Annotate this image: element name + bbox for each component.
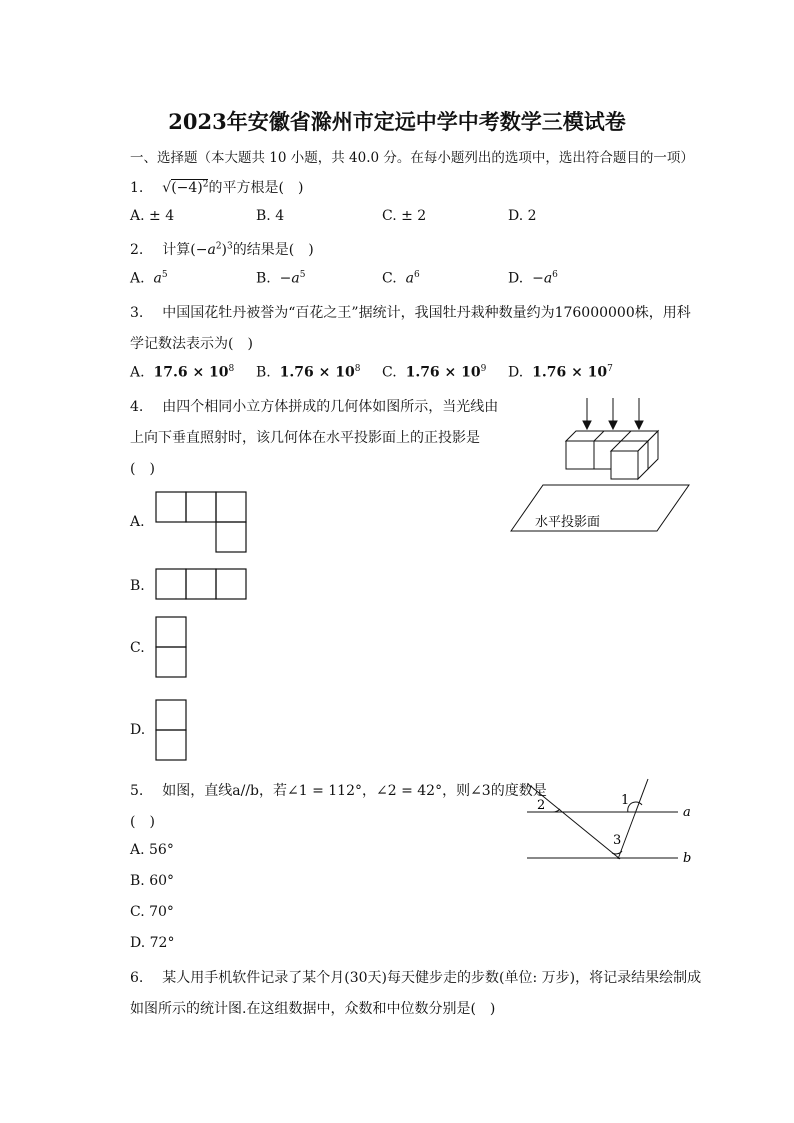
transversal-2 <box>618 779 648 859</box>
parallel-lines-figure <box>520 775 700 870</box>
question-6 <box>130 967 701 987</box>
option-label: A. <box>130 270 145 287</box>
option-exponent: 5 <box>161 270 168 280</box>
exponent: 2 <box>202 179 209 190</box>
q2-option-c[interactable] <box>382 270 420 287</box>
question-5-line2: ( ) <box>130 814 155 830</box>
q4-option-a-label[interactable]: A. <box>130 514 145 530</box>
angle-1-label: 1 <box>621 793 630 808</box>
q4-option-c-figure[interactable] <box>155 616 190 681</box>
option-exponent: 8 <box>354 364 361 374</box>
q2-option-d[interactable] <box>508 270 558 287</box>
q1-option-b[interactable]: B. 4 <box>256 208 285 224</box>
q4-option-b-label[interactable]: B. <box>130 578 145 594</box>
option-exponent: 7 <box>607 364 613 374</box>
option-label: C. <box>382 364 397 381</box>
option-label: D. <box>508 270 524 287</box>
question-text: 中国国花牡丹被誉为“百花之王”据统计，我国牡丹栽种数量约为176000000株，用科 <box>162 305 691 321</box>
option-value: 1.76 × 10 <box>405 364 481 381</box>
q5-option-c[interactable]: C. 70° <box>130 904 174 920</box>
question-text: 由四个相同小立方体拼成的几何体如图所示，当光线由 <box>162 399 499 415</box>
arrow-head-icon <box>583 421 591 429</box>
option-value: 1.76 × 10 <box>532 364 608 381</box>
expression-base: −a <box>195 242 216 258</box>
question-number: 1. <box>130 180 144 196</box>
question-text: 如图，直线a//b，若∠1 = 112°，∠2 = 42°，则∠3的度数是 <box>162 783 547 799</box>
option-value: −a <box>532 270 553 287</box>
option-label: B. <box>256 270 271 287</box>
cube-figure <box>505 395 695 535</box>
radicand: (−4) <box>171 180 203 196</box>
question-text: 某人用手机软件记录了某个月(30天)每天健步走的步数(单位: 万步)，将记录结果绘制成 <box>162 970 702 986</box>
q3-option-b[interactable] <box>256 364 360 381</box>
q1-option-c[interactable]: C. ± 2 <box>382 208 427 224</box>
transversal-1 <box>528 784 620 859</box>
option-value: a <box>153 270 162 287</box>
option-label: D. <box>508 364 524 381</box>
q2-option-a[interactable] <box>130 270 168 287</box>
sqrt-icon: √ <box>162 180 172 196</box>
option-exponent: 6 <box>552 270 558 280</box>
q3-option-d[interactable] <box>508 364 613 381</box>
angle-1-arc <box>628 802 642 812</box>
question-number: 5. <box>130 783 144 799</box>
option-label: A. <box>130 364 145 381</box>
plane-label: 水平投影面 <box>535 515 601 530</box>
question-4-line2: 上向下垂直照射时，该几何体在水平投影面上的正投影是 <box>130 430 480 446</box>
option-label: B. <box>256 364 271 381</box>
option-exponent: 9 <box>480 364 487 374</box>
outer-exponent: 3 <box>227 241 233 252</box>
q4-option-a-figure[interactable] <box>155 491 250 556</box>
question-number: 4. <box>130 399 144 415</box>
question-4 <box>130 396 498 416</box>
question-text-pre: 计算( <box>162 242 196 258</box>
question-4-line3: ( ) <box>130 461 155 477</box>
question-text: 的结果是( ) <box>232 242 314 258</box>
question-5 <box>130 780 547 800</box>
option-exponent: 6 <box>413 270 420 280</box>
q5-option-b[interactable]: B. 60° <box>130 873 175 889</box>
arrow-head-icon <box>635 421 643 429</box>
option-value: a <box>405 270 414 287</box>
q1-option-d[interactable]: D. 2 <box>508 208 537 224</box>
option-value: 17.6 × 10 <box>153 364 229 381</box>
close-paren: ) <box>221 242 228 258</box>
q4-option-b-figure[interactable] <box>155 568 250 603</box>
angle-3-label: 3 <box>613 833 622 848</box>
angle-2-label: 2 <box>537 798 546 813</box>
inner-exponent: 2 <box>215 241 222 252</box>
option-value: −a <box>279 270 300 287</box>
page-title: 2023年安徽省滁州市定远中学中考数学三模试卷 <box>168 109 626 134</box>
option-exponent: 8 <box>228 364 235 374</box>
section-heading: 一、选择题（本大题共 10 小题，共 40.0 分。在每小题列出的选项中，选出符合题目的一项） <box>130 150 694 166</box>
arrow-head-icon <box>609 421 617 429</box>
question-text: 的平方根是( ) <box>208 180 304 196</box>
question-3 <box>130 302 691 322</box>
q4-option-d-label[interactable]: D. <box>130 722 146 738</box>
q1-option-a[interactable]: A. ± 4 <box>130 208 175 224</box>
option-exponent: 5 <box>299 270 306 280</box>
q2-option-b[interactable] <box>256 270 305 287</box>
option-label: C. <box>382 270 397 287</box>
option-value: 1.76 × 10 <box>279 364 355 381</box>
question-number: 3. <box>130 305 144 321</box>
question-number: 2. <box>130 242 144 258</box>
line-a-label: a <box>683 805 691 820</box>
q5-option-d[interactable]: D. 72° <box>130 935 175 951</box>
question-6-line2: 如图所示的统计图.在这组数据中，众数和中位数分别是( ) <box>130 1001 496 1017</box>
question-number: 6. <box>130 970 144 986</box>
question-2 <box>130 239 314 259</box>
q3-option-c[interactable] <box>382 364 486 381</box>
q4-option-d-figure[interactable] <box>155 699 190 764</box>
q5-option-a[interactable]: A. 56° <box>130 842 174 858</box>
q3-option-a[interactable] <box>130 364 234 381</box>
q4-option-c-label[interactable]: C. <box>130 640 145 656</box>
line-b-label: b <box>683 851 692 866</box>
question-3-line2: 学记数法表示为( ) <box>130 336 253 352</box>
question-1 <box>130 177 303 197</box>
